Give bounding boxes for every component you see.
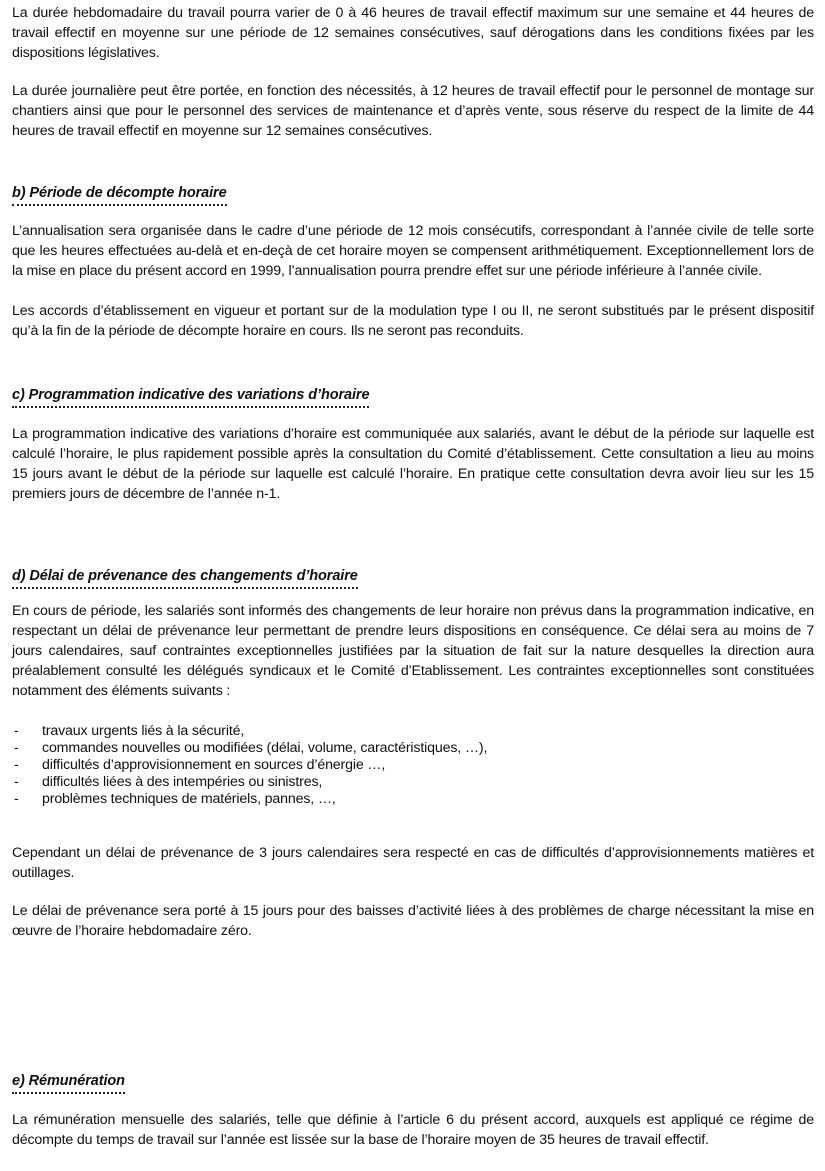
list-item bbox=[12, 774, 814, 791]
paragraph-remuneration: La rémunération mensuelle des salariés, telle que définie à l’article 6 du présent accord, auxquels est appliqué ce régime de décompte du temps de travail sur l’année est lissée sur la base de l’horaire moyen de 35 heures de travail effectif. bbox=[12, 1112, 814, 1148]
paragraph-daily-duration: La durée journalière peut être portée, en fonction des nécessités, à 12 heures de travail effectif pour le personnel de montage sur chantiers ainsi que pour le personnel des services de maintenance et d’après vente, sous réserve du respect de la limite de 44 heures de travail effectif en moyenne sur 12 semaines consécutives. bbox=[12, 83, 814, 139]
list-item-text: difficultés liées à des intempéries ou sinistres, bbox=[42, 774, 323, 790]
paragraph-cependant: Cependant un délai de prévenance de 3 jours calendaires sera respecté en cas de difficultés d’approvisionnements matières et outillages. bbox=[12, 845, 814, 881]
list-item bbox=[12, 740, 814, 757]
list-bullet: - bbox=[14, 740, 19, 756]
list-item-text: problèmes techniques de matériels, pannes, …, bbox=[42, 791, 336, 807]
section-heading-programmation-indicative: c) Programmation indicative des variations d’horaire bbox=[12, 385, 369, 408]
paragraph-accords-etablissement: Les accords d’établissement en vigueur et portant sur de la modulation type I ou II, ne seront substitués par le présent dispositif qu’à la fin de la période de décompte horaire en cours. Ils ne seront pas reconduits. bbox=[12, 303, 814, 339]
list-item-text: commandes nouvelles ou modifiées (délai, volume, caractéristiques, …), bbox=[42, 740, 488, 756]
list-bullet: - bbox=[14, 723, 19, 739]
section-heading-remuneration: e) Rémunération bbox=[12, 1071, 125, 1094]
list-item-text: difficultés d’approvisionnement en sources d’énergie …, bbox=[42, 757, 386, 773]
paragraph-annualisation: L’annualisation sera organisée dans le cadre d’une période de 12 mois consécutifs, correspondant à l’année civile de telle sorte que les heures effectuées au-delà et en-deçà de cet horaire moyen se compensent arithmétiquement. Exceptionnellement lors de la mise en place du présent accord en 1999, l’annualisation pourra prendre effet sur une période inférieure à l’année civile. bbox=[12, 223, 814, 279]
paragraph-delai-15-jours: Le délai de prévenance sera porté à 15 jours pour des baisses d’activité liées à des problèmes de charge nécessitant la mise en œuvre de l’horaire hebdomadaire zéro. bbox=[12, 903, 814, 939]
list-item bbox=[12, 757, 814, 774]
paragraph-programmation: La programmation indicative des variations d’horaire est communiquée aux salariés, avant le début de la période sur laquelle est calculé l’horaire, le plus rapidement possible après la consultation du Comité d’établissement. Cette consultation a lieu au moins 15 jours avant le début de la période sur laquelle est calculé l’horaire. En pratique cette consultation devra avoir lieu sur les 15 premiers jours de décembre de l’année n-1. bbox=[12, 426, 814, 502]
list-item bbox=[12, 723, 814, 740]
list-item bbox=[12, 791, 814, 808]
section-heading-delai-prevenance: d) Délai de prévenance des changements d’horaire bbox=[12, 566, 358, 589]
list-bullet: - bbox=[14, 757, 19, 773]
paragraph-cours-de-periode: En cours de période, les salariés sont informés des changements de leur horaire non prévus dans la programmation indicative, en respectant un délai de prévenance leur permettant de prendre leurs dispositions en conséquence. Ce délai sera au moins de 7 jours calendaires, sauf contraintes exceptionnelles justifiées par la situation de fait sur la nature desquelles la direction aura préalablement consulté les délégués syndicaux et le Comité d’Etablissement. Les contraintes exceptionnelles sont constituées notamment des éléments suivants : bbox=[12, 603, 814, 699]
list-item-text: travaux urgents liés à la sécurité, bbox=[42, 723, 245, 739]
paragraph-weekly-duration: La durée hebdomadaire du travail pourra varier de 0 à 46 heures de travail effectif maximum sur une semaine et 44 heures de travail effectif en moyenne sur une période de 12 semaines consécutives, sauf dérogations dans les conditions fixées par les dispositions législatives. bbox=[12, 5, 814, 61]
list-bullet: - bbox=[14, 791, 19, 807]
list-bullet: - bbox=[14, 774, 19, 790]
section-heading-periode-decompte: b) Période de décompte horaire bbox=[12, 183, 227, 206]
constraints-list bbox=[12, 723, 814, 808]
